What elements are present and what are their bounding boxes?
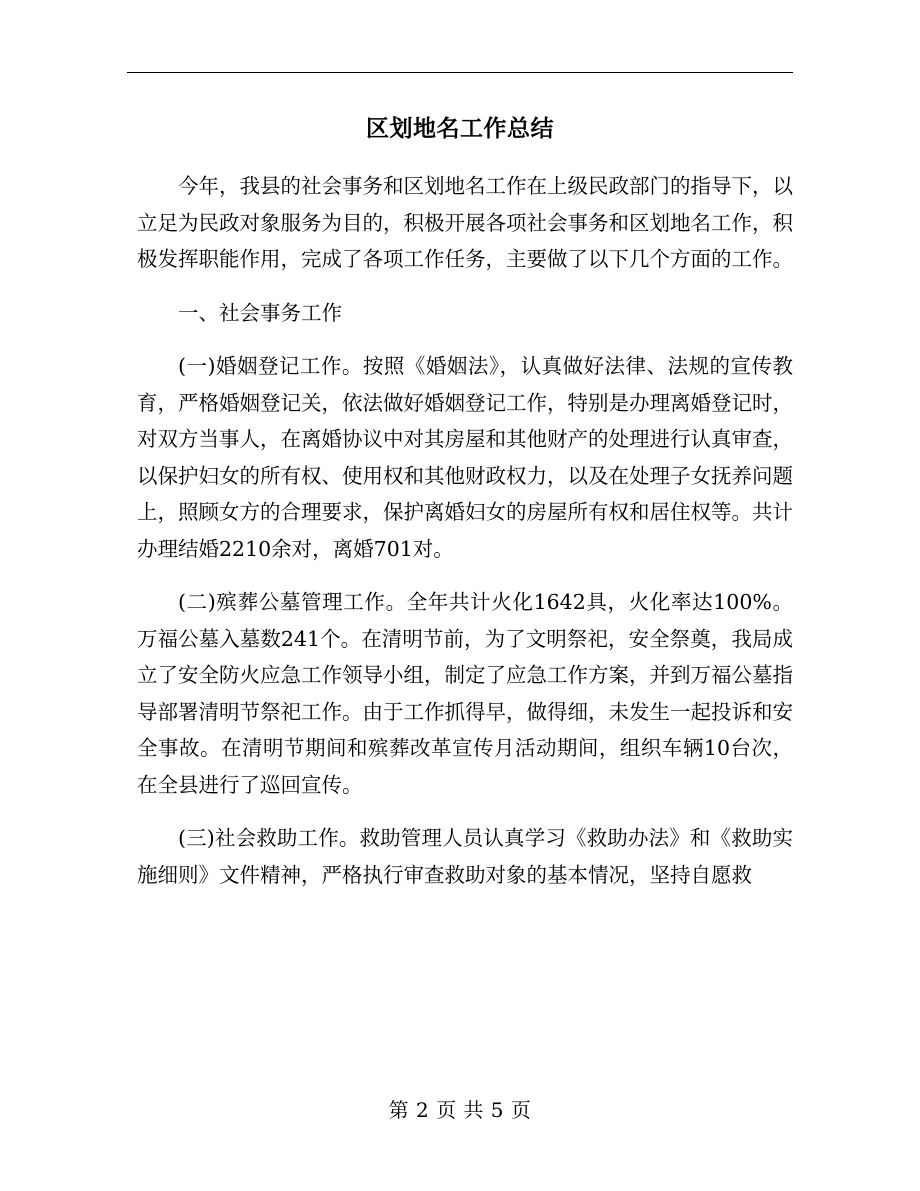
- section-heading: 一、社会事务工作: [178, 300, 342, 325]
- header-rule: [127, 72, 793, 73]
- page-number-footer: 第 2 页 共 5 页: [388, 1098, 532, 1122]
- document-title: 区划地名工作总结: [366, 115, 554, 142]
- paragraph-relief: (三)社会救助工作。救助管理人员认真学习《救助办法》和《救助实施细则》文件精神，严格执行审查救助对象的基本情况，坚持自愿救: [137, 826, 793, 887]
- paragraph-intro: 今年，我县的社会事务和区划地名工作在上级民政部门的指导下，以立足为民政对象服务为目的，积极开展各项社会事务和区划地名工作，积极发挥职能作用，完成了各项工作任务，主要做了以下几个方面的工作。: [137, 174, 793, 271]
- paragraph-funeral: (二)殡葬公墓管理工作。全年共计火化1642具，火化率达100%。万福公墓入墓数241个。在清明节前，为了文明祭祀，安全祭奠，我局成立了安全防火应急工作领导小组，制定了应急工作方案，并到万福公墓指导部署清明节祭祀工作。由于工作抓得早，做得细，未发生一起投诉和安全事故。在清明节期间和殡葬改革宣传月活动期间，组织车辆10台次，在全县进行了巡回宣传。: [137, 590, 793, 797]
- paragraph-marriage: (一)婚姻登记工作。按照《婚姻法》，认真做好法律、法规的宣传教育，严格婚姻登记关，依法做好婚姻登记工作，特别是办理离婚登记时，对双方当事人，在离婚协议中对其房屋和其他财产的处理进行认真审查，以保护妇女的所有权、使用权和其他财政权力，以及在处理子女抚养问题上，照顾女方的合理要求，保护离婚妇女的房屋所有权和居住权等。共计办理结婚2210余对，离婚701对。: [137, 354, 793, 561]
- document-body: [137, 168, 793, 893]
